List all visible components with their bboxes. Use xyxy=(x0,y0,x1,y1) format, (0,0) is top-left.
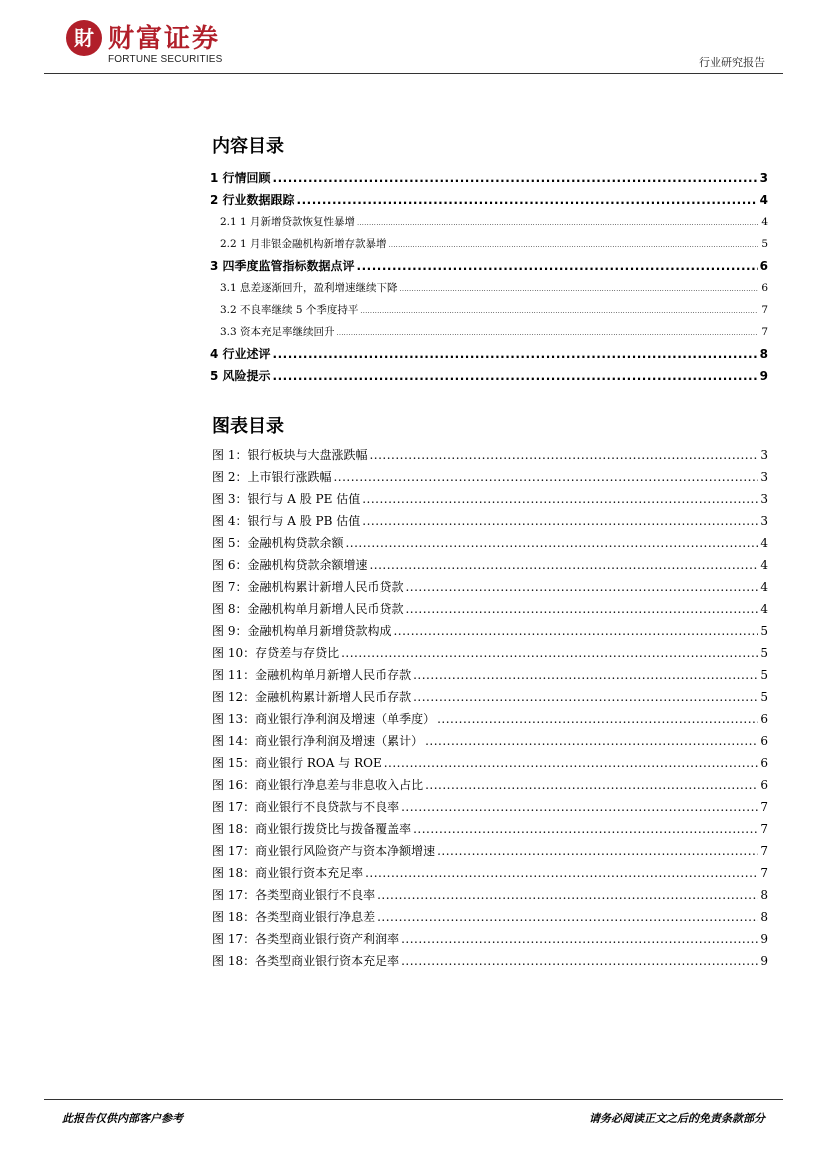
dot-leader xyxy=(437,708,758,730)
toc-entry-label: 3 四季度监管指标数据点评 xyxy=(210,259,355,273)
company-name-cn: 财富证券 xyxy=(108,24,221,54)
dot-leader xyxy=(437,840,758,862)
dot-leader xyxy=(425,730,758,752)
dot-leader xyxy=(401,950,758,972)
figure-entry-label: 图 4：银行与 A 股 PB 估值 xyxy=(212,514,361,528)
dot-leader xyxy=(405,598,758,620)
figure-entry[interactable] xyxy=(204,730,768,752)
figures-list xyxy=(204,444,768,972)
figure-entry-label: 图 18：商业银行拨贷比与拨备覆盖率 xyxy=(212,822,412,836)
figure-entry-page: 5 xyxy=(760,690,768,704)
figure-entry[interactable] xyxy=(204,466,768,488)
toc-entry-label: 3.1 息差逐渐回升，盈利增速继续下降 xyxy=(220,282,398,294)
dot-leader xyxy=(413,664,758,686)
toc-entry[interactable] xyxy=(204,343,768,365)
toc-entry[interactable] xyxy=(204,211,768,233)
toc-entry-label: 3.2 不良率继续 5 个季度持平 xyxy=(220,304,359,316)
figure-entry-page: 4 xyxy=(760,558,768,572)
dot-leader xyxy=(273,343,758,365)
dot-leader xyxy=(377,906,758,928)
dot-leader xyxy=(273,365,758,387)
header-divider xyxy=(44,73,783,74)
dot-leader xyxy=(341,642,758,664)
page-header xyxy=(0,0,827,80)
figure-entry[interactable] xyxy=(204,752,768,774)
figure-entry-label: 图 17：商业银行不良贷款与不良率 xyxy=(212,800,400,814)
toc-entry[interactable] xyxy=(204,277,768,299)
dot-leader xyxy=(413,818,758,840)
figure-entry-page: 5 xyxy=(760,646,768,660)
toc-title: 内容目录 xyxy=(212,136,284,157)
dot-leader xyxy=(362,488,758,510)
figures-title: 图表目录 xyxy=(212,416,284,437)
figure-entry[interactable] xyxy=(204,708,768,730)
dot-leader xyxy=(360,301,758,321)
dot-leader xyxy=(345,532,758,554)
dot-leader xyxy=(384,752,758,774)
figure-entry-page: 8 xyxy=(760,888,768,902)
company-name-en: FORTUNE SECURITIES xyxy=(108,54,223,65)
figure-entry[interactable] xyxy=(204,906,768,928)
toc-list xyxy=(204,167,768,387)
toc-entry[interactable] xyxy=(204,255,768,277)
toc-entry-label: 1 行情回顾 xyxy=(210,171,271,185)
figure-entry-page: 7 xyxy=(760,800,768,814)
figure-entry-label: 图 10：存贷差与存贷比 xyxy=(212,646,340,660)
toc-entry[interactable] xyxy=(204,233,768,255)
figure-entry-label: 图 9：金融机构单月新增贷款构成 xyxy=(212,624,392,638)
figure-entry-label: 图 17：各类型商业银行资产利润率 xyxy=(212,932,400,946)
company-logo-icon: 財 xyxy=(66,20,102,56)
figure-entry[interactable] xyxy=(204,576,768,598)
toc-entry-page: 9 xyxy=(759,369,768,383)
figure-entry-page: 3 xyxy=(760,514,768,528)
dot-leader xyxy=(273,167,758,189)
dot-leader xyxy=(365,862,758,884)
toc-entry[interactable] xyxy=(204,299,768,321)
toc-entry-page: 4 xyxy=(761,216,768,228)
toc-entry-label: 5 风险提示 xyxy=(210,369,271,383)
figure-entry-page: 8 xyxy=(760,910,768,924)
toc-entry-label: 4 行业述评 xyxy=(210,347,271,361)
figure-entry-page: 9 xyxy=(760,954,768,968)
dot-leader xyxy=(369,554,758,576)
dot-leader xyxy=(400,279,758,299)
toc-entry-page: 5 xyxy=(761,238,768,250)
toc-entry-page: 7 xyxy=(761,326,768,338)
dot-leader xyxy=(377,884,758,906)
figure-entry[interactable] xyxy=(204,774,768,796)
figure-entry-page: 6 xyxy=(760,734,768,748)
figure-entry-page: 3 xyxy=(760,470,768,484)
figure-entry-page: 7 xyxy=(760,866,768,880)
figure-entry-label: 图 1：银行板块与大盘涨跌幅 xyxy=(212,448,368,462)
figure-entry-label: 图 18：各类型商业银行资本充足率 xyxy=(212,954,400,968)
figure-entry-page: 6 xyxy=(760,712,768,726)
figure-entry-page: 7 xyxy=(760,822,768,836)
toc-entry-page: 4 xyxy=(759,193,768,207)
figure-entry-label: 图 6：金融机构贷款余额增速 xyxy=(212,558,368,572)
figure-entry-label: 图 11：金融机构单月新增人民币存款 xyxy=(212,668,412,682)
document-type: 行业研究报告 xyxy=(699,56,765,69)
figure-entry[interactable] xyxy=(204,554,768,576)
figure-entry[interactable] xyxy=(204,642,768,664)
figure-entry-label: 图 8：金融机构单月新增人民币贷款 xyxy=(212,602,404,616)
figure-entry-label: 图 15：商业银行 ROA 与 ROE xyxy=(212,756,382,770)
figure-entry-label: 图 18：商业银行资本充足率 xyxy=(212,866,364,880)
dot-leader xyxy=(425,774,758,796)
toc-entry-label: 2 行业数据跟踪 xyxy=(210,193,295,207)
figure-entry[interactable] xyxy=(204,686,768,708)
footer-disclaimer-left: 此报告仅供内部客户参考 xyxy=(62,1112,183,1125)
figure-entry-page: 5 xyxy=(760,624,768,638)
figure-entry-page: 4 xyxy=(760,602,768,616)
figure-entry-page: 9 xyxy=(760,932,768,946)
toc-entry-page: 3 xyxy=(759,171,768,185)
figure-entry-page: 3 xyxy=(760,448,768,462)
figure-entry[interactable] xyxy=(204,488,768,510)
dot-leader xyxy=(333,466,758,488)
figure-entry[interactable] xyxy=(204,862,768,884)
figure-entry-page: 7 xyxy=(760,844,768,858)
figure-entry-page: 4 xyxy=(760,580,768,594)
figure-entry[interactable] xyxy=(204,444,768,466)
toc-entry-label: 3.3 资本充足率继续回升 xyxy=(220,326,335,338)
figure-entry[interactable] xyxy=(204,620,768,642)
figure-entry[interactable] xyxy=(204,928,768,950)
dot-leader xyxy=(401,928,758,950)
figure-entry-label: 图 13：商业银行净利润及增速（单季度） xyxy=(212,712,436,726)
dot-leader xyxy=(389,235,758,255)
figure-entry-label: 图 14：商业银行净利润及增速（累计） xyxy=(212,734,424,748)
figure-entry-label: 图 2：上市银行涨跌幅 xyxy=(212,470,332,484)
toc-entry-label: 2.1 1 月新增贷款恢复性暴增 xyxy=(220,216,356,228)
toc-entry-page: 6 xyxy=(761,282,768,294)
figure-entry-label: 图 3：银行与 A 股 PE 估值 xyxy=(212,492,361,506)
figure-entry-label: 图 7：金融机构累计新增人民币贷款 xyxy=(212,580,404,594)
dot-leader xyxy=(405,576,758,598)
figure-entry[interactable] xyxy=(204,796,768,818)
figure-entry-label: 图 5：金融机构贷款余额 xyxy=(212,536,344,550)
figure-entry-label: 图 12：金融机构累计新增人民币存款 xyxy=(212,690,412,704)
figure-entry-page: 6 xyxy=(760,778,768,792)
figure-entry-page: 6 xyxy=(760,756,768,770)
figure-entry-label: 图 16：商业银行净息差与非息收入占比 xyxy=(212,778,424,792)
figure-entry-page: 4 xyxy=(760,536,768,550)
figure-entry-page: 3 xyxy=(760,492,768,506)
dot-leader xyxy=(357,255,758,277)
dot-leader xyxy=(362,510,758,532)
figure-entry-label: 图 18：各类型商业银行净息差 xyxy=(212,910,376,924)
dot-leader xyxy=(401,796,758,818)
footer-disclaimer-right: 请务必阅读正文之后的免责条款部分 xyxy=(589,1112,765,1125)
toc-entry-page: 7 xyxy=(761,304,768,316)
toc-entry-label: 2.2 1 月非银金融机构新增存款暴增 xyxy=(220,238,387,250)
figure-entry[interactable] xyxy=(204,818,768,840)
figure-entry[interactable] xyxy=(204,532,768,554)
toc-entry[interactable] xyxy=(204,189,768,211)
dot-leader xyxy=(413,686,758,708)
toc-entry-page: 6 xyxy=(759,259,768,273)
figure-entry[interactable] xyxy=(204,664,768,686)
dot-leader xyxy=(297,189,758,211)
figure-entry[interactable] xyxy=(204,950,768,972)
figure-entry-label: 图 17：各类型商业银行不良率 xyxy=(212,888,376,902)
toc-entry[interactable] xyxy=(204,321,768,343)
figure-entry[interactable] xyxy=(204,840,768,862)
figure-entry[interactable] xyxy=(204,598,768,620)
toc-entry[interactable] xyxy=(204,365,768,387)
figure-entry-page: 5 xyxy=(760,668,768,682)
toc-entry[interactable] xyxy=(204,167,768,189)
figure-entry[interactable] xyxy=(204,510,768,532)
dot-leader xyxy=(369,444,758,466)
footer-divider xyxy=(44,1099,783,1100)
figure-entry-label: 图 17：商业银行风险资产与资本净额增速 xyxy=(212,844,436,858)
dot-leader xyxy=(357,213,758,233)
dot-leader xyxy=(393,620,758,642)
dot-leader xyxy=(337,323,758,343)
toc-entry-page: 8 xyxy=(759,347,768,361)
figure-entry[interactable] xyxy=(204,884,768,906)
